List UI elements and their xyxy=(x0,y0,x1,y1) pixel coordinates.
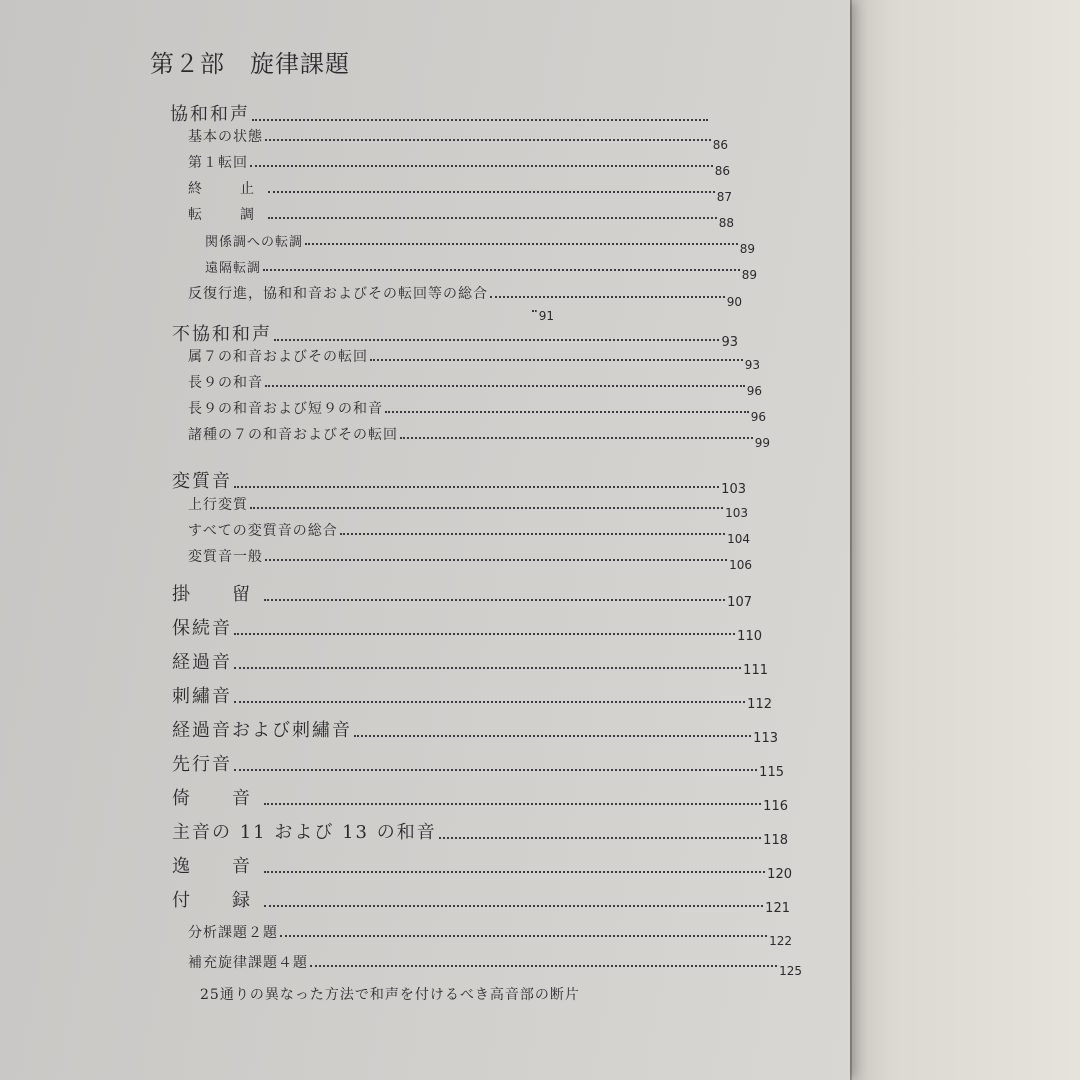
dot-leader xyxy=(264,803,761,805)
toc-entry-page-number: 111 xyxy=(743,663,768,678)
toc-entry xyxy=(200,984,630,1004)
toc-entry xyxy=(172,614,762,644)
toc-entry-page-number: 88 xyxy=(718,216,734,230)
toc-entry-page-number: 89 xyxy=(741,268,757,282)
toc-entry-page-number: 89 xyxy=(739,242,755,256)
dot-leader xyxy=(305,243,738,245)
toc-entry-page-number: 91 xyxy=(538,309,554,323)
toc-entry-page-number: 93 xyxy=(744,358,760,372)
toc-entry-page-number: 96 xyxy=(750,410,766,424)
toc-entry-label: すべての変質音の総合 xyxy=(188,523,338,539)
toc-entry-label: 基本の状態 xyxy=(188,129,263,145)
dot-leader xyxy=(234,769,757,771)
dot-leader xyxy=(250,165,713,167)
toc-entry-label: 反復行進，協和和音およびその転回等の総合 xyxy=(188,286,488,302)
dot-leader xyxy=(234,667,741,669)
toc-entry xyxy=(172,467,746,497)
dot-leader xyxy=(400,437,753,439)
toc-entry-page-number: 103 xyxy=(721,482,746,497)
dot-leader xyxy=(265,385,745,387)
dot-leader xyxy=(268,217,717,219)
toc-entry xyxy=(188,283,742,309)
toc-entry-page-number: 125 xyxy=(779,964,802,978)
toc-entry xyxy=(530,303,554,323)
toc-entry-label: 25通りの異なった方法で和声を付けるべき高音部の断片 xyxy=(200,987,580,1003)
toc-entry xyxy=(188,346,760,372)
toc-entry-page-number: 118 xyxy=(763,833,788,848)
toc-entry-page-number: 121 xyxy=(765,901,790,916)
dot-leader xyxy=(250,507,723,509)
toc-entry-page-number: 120 xyxy=(767,867,792,882)
dot-leader xyxy=(385,411,749,413)
toc-entry xyxy=(188,204,734,230)
dot-leader xyxy=(264,871,765,873)
toc-entry-page-number: 93 xyxy=(721,335,738,350)
toc-entry-label: 保続音 xyxy=(172,618,232,639)
toc-entry-page-number: 99 xyxy=(754,436,770,450)
toc-entry-page-number: 90 xyxy=(726,295,742,309)
toc-entry-label: 属７の和音およびその転回 xyxy=(188,349,368,365)
toc-entry xyxy=(172,320,738,350)
dot-leader xyxy=(265,559,727,561)
dot-leader xyxy=(234,486,719,488)
toc-entry-page-number: 86 xyxy=(712,138,728,152)
toc-entry xyxy=(188,372,762,398)
dot-leader xyxy=(490,296,725,298)
toc-entry-page-number: 86 xyxy=(714,164,730,178)
toc-entry-label: 上行変質 xyxy=(188,497,248,513)
toc-entry-page-number: 96 xyxy=(746,384,762,398)
toc-entry-page-number: 112 xyxy=(747,697,772,712)
dot-leader xyxy=(354,735,751,737)
toc-entry xyxy=(188,546,752,572)
toc-entry-label: 刺繡音 xyxy=(172,686,232,707)
toc-entry xyxy=(170,100,710,126)
dot-leader xyxy=(439,837,761,839)
toc-entry xyxy=(172,886,790,916)
facing-page xyxy=(845,0,1080,1080)
toc-entry xyxy=(188,922,792,948)
dot-leader xyxy=(310,965,777,967)
dot-leader xyxy=(234,701,745,703)
toc-entry-label: 補充旋律課題４題 xyxy=(188,955,308,971)
toc-entry xyxy=(205,257,757,282)
toc-entry-page-number: 87 xyxy=(716,190,732,204)
toc-entry-page-number: 116 xyxy=(763,799,788,814)
page-title: 第２部 旋律課題 xyxy=(150,50,350,78)
toc-entry xyxy=(205,231,755,256)
toc-entry xyxy=(188,952,802,978)
toc-entry xyxy=(188,424,770,450)
dot-leader xyxy=(532,310,537,312)
toc-entry-label: 逸 音 xyxy=(172,856,262,877)
dot-leader xyxy=(274,339,719,341)
toc-entry xyxy=(188,520,750,546)
toc-entry-page-number: 110 xyxy=(737,629,762,644)
toc-entry-label: 終 止 xyxy=(188,181,266,197)
toc-entry-page-number: 103 xyxy=(725,506,748,520)
toc-entry-page-number: 115 xyxy=(759,765,784,780)
toc-entry-label: 諸種の７の和音およびその転回 xyxy=(188,427,398,443)
toc-entry xyxy=(172,852,792,882)
toc-entry-label: 掛 留 xyxy=(172,584,262,605)
toc-entry-page-number: 104 xyxy=(727,532,750,546)
toc-entry-label: 変質音一般 xyxy=(188,549,263,565)
toc-entry-page-number: 122 xyxy=(769,934,792,948)
toc-entry xyxy=(188,398,766,424)
toc-entry xyxy=(172,750,784,780)
dot-leader xyxy=(252,119,708,121)
dot-leader xyxy=(280,935,767,937)
dot-leader xyxy=(264,599,725,601)
toc-entry-label: 転 調 xyxy=(188,207,266,223)
toc-entry xyxy=(172,682,772,712)
toc-entry-label: 長９の和音 xyxy=(188,375,263,391)
toc-entry-label: 主音の 11 および 13 の和音 xyxy=(172,822,437,843)
dot-leader xyxy=(265,139,711,141)
dot-leader xyxy=(234,633,735,635)
toc-entry xyxy=(188,152,730,178)
toc-entry-page-number: 113 xyxy=(753,731,778,746)
toc-entry xyxy=(172,784,788,814)
toc-entry-label: 不協和和声 xyxy=(172,324,272,345)
toc-entry-label: 関係調への転調 xyxy=(205,235,304,250)
toc-entry-page-number: 107 xyxy=(727,595,752,610)
toc-entry-label: 倚 音 xyxy=(172,788,262,809)
toc-entry-label: 経過音 xyxy=(172,652,232,673)
toc-entry xyxy=(172,580,752,610)
toc-entry xyxy=(188,494,748,520)
toc-entry-label: 協和和声 xyxy=(170,104,250,125)
toc-entry xyxy=(172,818,788,848)
toc-entry-label: 遠隔転調 xyxy=(205,261,262,276)
toc-entry-label: 先行音 xyxy=(172,754,232,775)
dot-leader xyxy=(268,191,715,193)
toc-entry-label: 第１転回 xyxy=(188,155,248,171)
toc-entry-label: 付 録 xyxy=(172,890,262,911)
dot-leader xyxy=(263,269,740,271)
toc-entry-label: 変質音 xyxy=(172,471,232,492)
dot-leader xyxy=(264,905,763,907)
dot-leader xyxy=(340,533,725,535)
toc-entry-page-number: 106 xyxy=(729,558,752,572)
toc-entry-label: 経過音および刺繡音 xyxy=(172,720,352,741)
toc-entry-label: 分析課題２題 xyxy=(188,925,278,941)
toc-entry xyxy=(172,648,768,678)
dot-leader xyxy=(370,359,743,361)
toc-entry xyxy=(172,716,778,746)
toc-entry xyxy=(188,178,732,204)
toc-entry xyxy=(188,126,728,152)
toc-entry-label: 長９の和音および短９の和音 xyxy=(188,401,383,417)
